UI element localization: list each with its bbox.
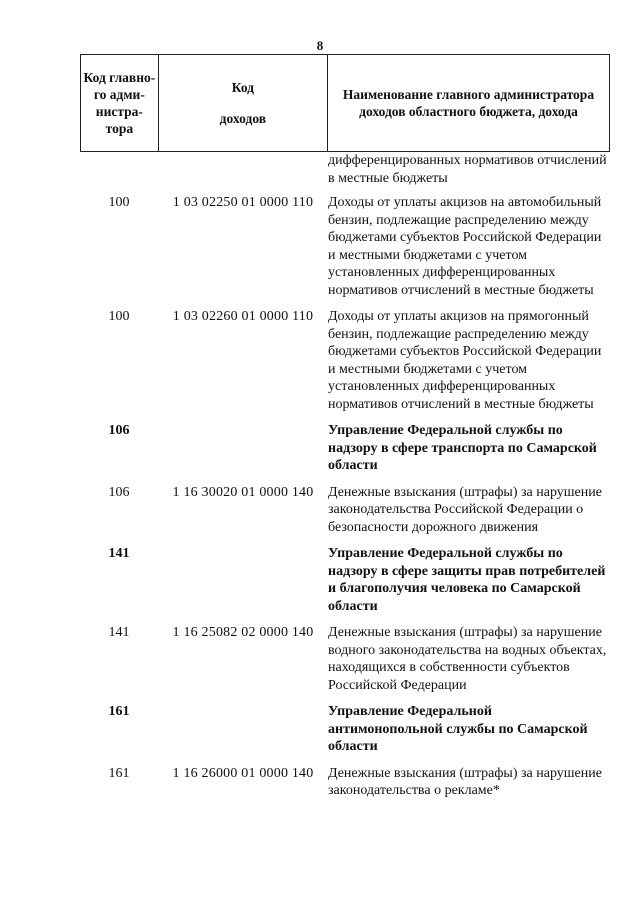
row-income-code: 1 03 02260 01 0000 110 — [172, 309, 314, 324]
row-income-code — [158, 422, 328, 475]
table-row — [80, 194, 610, 299]
header-income-code-line1: Код — [231, 80, 255, 95]
row-admin-code: 141 — [108, 625, 130, 640]
row-admin-code: 100 — [108, 195, 130, 210]
page-number: 8 — [316, 38, 324, 53]
table-row — [80, 152, 610, 187]
header-income-code — [159, 55, 328, 151]
table-row — [80, 545, 610, 615]
row-name: Управление Федеральной антимонопольной службы по Самарской области — [328, 704, 588, 754]
row-income-code: 1 16 25082 02 0000 140 — [172, 625, 314, 640]
row-name: Денежные взыскания (штрафы) за нарушение законодательства о рекламе* — [328, 765, 602, 798]
table-row — [80, 624, 610, 694]
row-admin-code: 161 — [108, 704, 130, 719]
header-income-code-line2: доходов — [219, 111, 267, 126]
table-body — [80, 152, 610, 809]
row-name: Доходы от уплаты акцизов на прямогонный бензин, подлежащие распределению между бюджетами субъектов Российской Федерации и местными бюджетами с учетом установленных дифференцированных нормативов отчислений в местные бюджеты — [328, 309, 602, 412]
row-admin-code: 106 — [108, 484, 130, 500]
row-income-code: 1 16 26000 01 0000 140 — [172, 765, 314, 781]
row-income-code — [158, 703, 328, 756]
table-row — [80, 484, 610, 537]
row-name: Доходы от уплаты акцизов на автомобильный бензин, подлежащие распределению между бюджетами субъектов Российской Федерации и местными бюджетами с учетом установленных дифференцированных нормативов отчислений в местные бюджеты — [328, 195, 602, 298]
row-admin-code: 161 — [108, 765, 130, 781]
table-row — [80, 703, 610, 756]
row-name: Управление Федеральной службы по надзору в сфере транспорта по Самарской области — [328, 423, 597, 473]
header-name: Наименование главного администратора доходов областного бюджета, дохода — [342, 87, 595, 119]
row-income-code: 1 03 02250 01 0000 110 — [172, 195, 314, 210]
row-admin-code: 100 — [108, 309, 130, 324]
table-row — [80, 422, 610, 475]
row-name: Управление Федеральной службы по надзору в сфере защиты прав потребителей и благополучия человека по Самарской области — [328, 546, 606, 614]
row-admin-code: 106 — [108, 423, 130, 438]
row-admin-code: 141 — [108, 546, 130, 561]
row-name: дифференцированных нормативов отчислений в местные бюджеты — [328, 153, 607, 186]
table-header — [80, 54, 610, 152]
row-name: Денежные взыскания (штрафы) за нарушение законодательства Российской Федерации о безопасности дорожного движения — [328, 484, 602, 535]
row-admin-code — [80, 152, 158, 187]
row-income-code — [158, 545, 328, 615]
row-income-code: 1 16 30020 01 0000 140 — [172, 484, 314, 500]
table-row — [80, 308, 610, 413]
header-admin-code: Код главно-го адми-нистра-тора — [81, 55, 159, 151]
row-name: Денежные взыскания (штрафы) за нарушение водного законодательства на водных объектах, находящихся в собственности субъектов Российской Федерации — [328, 625, 607, 693]
row-income-code — [158, 152, 328, 187]
table-row — [80, 765, 610, 800]
